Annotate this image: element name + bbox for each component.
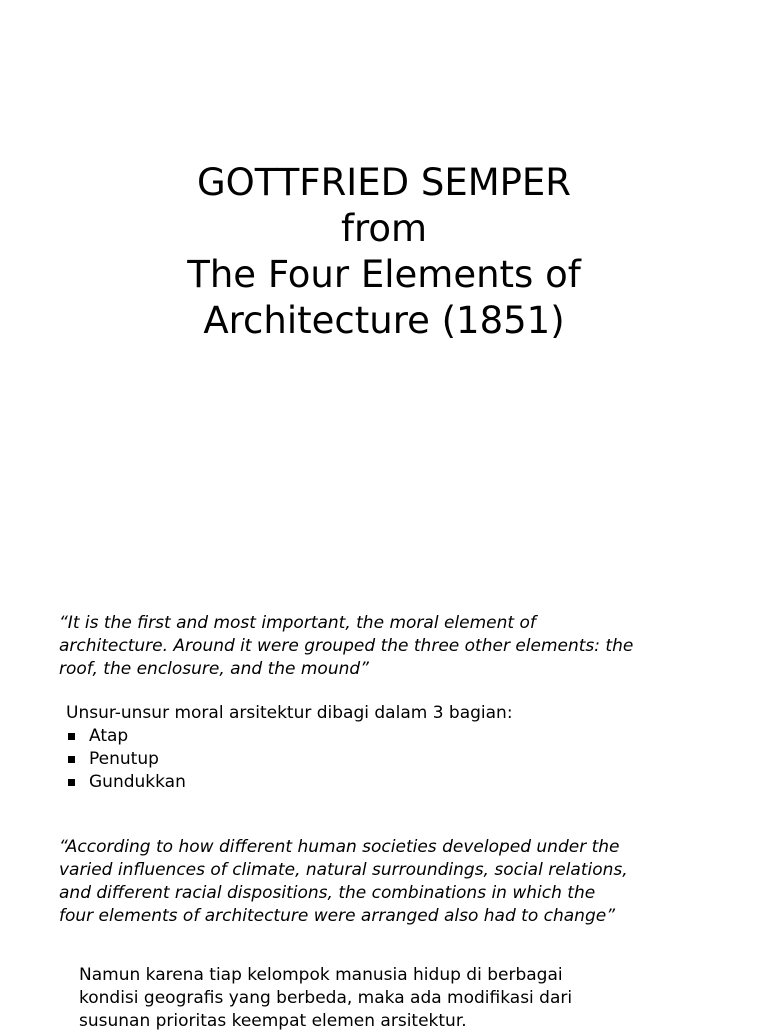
elements-list-block <box>66 702 513 794</box>
title-line-3: The Four Elements of <box>187 253 581 296</box>
elements-list <box>66 725 513 794</box>
paragraph-line: Namun karena tiap kelompok manusia hidup di berbagai <box>79 965 563 985</box>
quote-line: “It is the first and most important, the moral element of <box>59 613 536 633</box>
closing-paragraph <box>79 964 739 1033</box>
square-bullet-icon <box>68 756 75 763</box>
title-line-4: Architecture (1851) <box>203 299 565 342</box>
list-item <box>66 725 513 748</box>
list-intro: Unsur-unsur moral arsitektur dibagi dalam 3 bagian: <box>66 703 513 723</box>
paragraph-line: susunan prioritas keempat elemen arsitektur. <box>79 1011 467 1031</box>
list-item <box>66 771 513 794</box>
paragraph-line: kondisi geografis yang berbeda, maka ada modifikasi dari <box>79 988 573 1008</box>
list-item <box>66 748 513 771</box>
document-title <box>0 160 768 344</box>
list-item-label: Gundukkan <box>89 772 186 792</box>
quote-moral-element <box>59 612 739 681</box>
quote-societies <box>59 836 749 928</box>
quote-line: varied influences of climate, natural surroundings, social relations, <box>59 860 628 880</box>
title-line-2: from <box>340 207 428 250</box>
quote-line: architecture. Around it were grouped the three other elements: the <box>59 636 634 656</box>
square-bullet-icon <box>68 779 75 786</box>
square-bullet-icon <box>68 733 75 740</box>
title-line-1: GOTTFRIED SEMPER <box>196 161 572 204</box>
quote-line: roof, the enclosure, and the mound” <box>59 659 369 679</box>
quote-line: “According to how different human societies developed under the <box>59 837 620 857</box>
list-item-label: Atap <box>89 726 129 746</box>
list-item-label: Penutup <box>89 749 159 769</box>
quote-line: four elements of architecture were arranged also had to change” <box>59 906 615 926</box>
quote-line: and different racial dispositions, the combinations in which the <box>59 883 596 903</box>
